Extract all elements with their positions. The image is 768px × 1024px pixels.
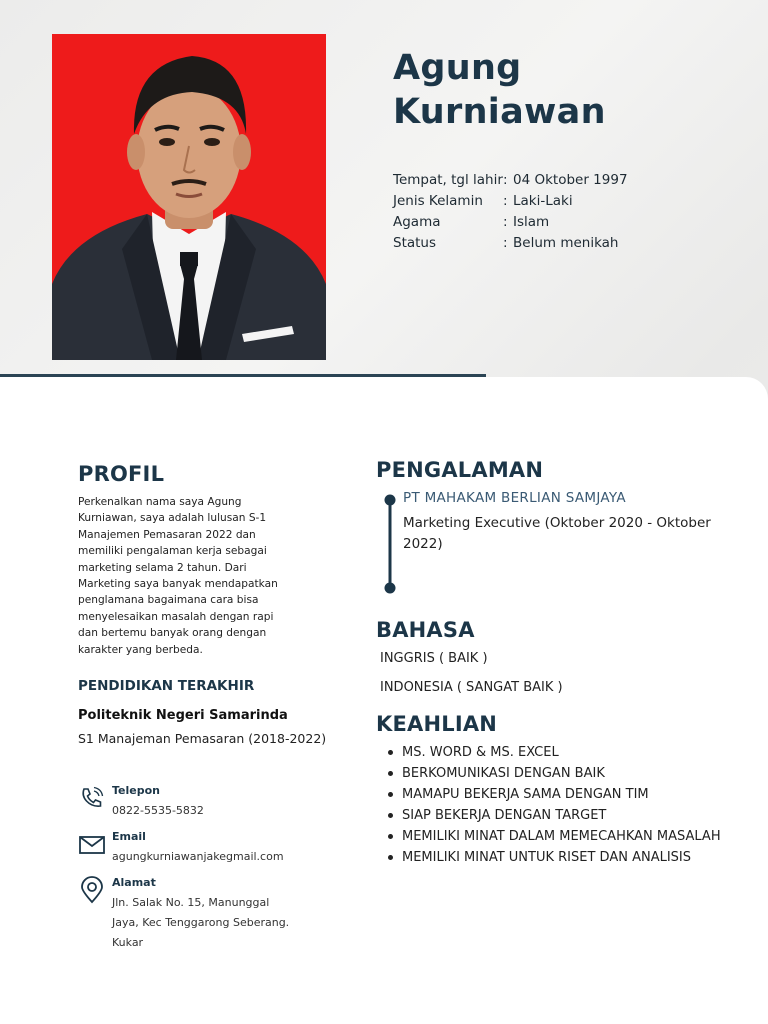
right-column bbox=[376, 458, 736, 868]
bio-row bbox=[393, 232, 628, 253]
bio-separator: : bbox=[503, 192, 508, 209]
languages-title: BAHASA bbox=[376, 618, 475, 642]
envelope-icon bbox=[78, 830, 106, 858]
skill-item: MEMILIKI MINAT DALAM MEMECAHKAN MASALAH bbox=[376, 826, 736, 847]
profile-photo bbox=[52, 34, 326, 360]
full-name bbox=[393, 46, 733, 134]
education-major: S1 Manajeman Pemasaran (2018-2022) bbox=[78, 731, 327, 747]
bio-row bbox=[393, 169, 628, 190]
skill-item: BERKOMUNIKASI DENGAN BAIK bbox=[376, 763, 736, 784]
bio-value: Laki-Laki bbox=[513, 192, 573, 209]
cv-header bbox=[0, 0, 768, 380]
contact-email-label: Email bbox=[112, 830, 146, 843]
contact-email-value: agungkurniawanjakegmail.com bbox=[112, 850, 284, 863]
language-item: INDONESIA ( SANGAT BAIK ) bbox=[380, 680, 563, 695]
bio-value: Belum menikah bbox=[513, 234, 619, 251]
bio-label: Jenis Kelamin bbox=[393, 192, 483, 209]
contact-phone-label: Telepon bbox=[112, 784, 160, 797]
experience-company: PT MAHAKAM BERLIAN SAMJAYA bbox=[403, 490, 626, 506]
profil-text: Perkenalkan nama saya Agung Kurniawan, saya adalah lulusan S-1 Manajemen Pemasaran 2022 dan memiliki pengalaman kerja sebagai marketing selama 2 tahun. Dari Marketing saya banyak mendapatkan penglamana bagaimana cara bisa menyelesaikan masalah dengan rapi dan bertemu banyak orang dengan karakter yang berbeda. bbox=[78, 496, 278, 656]
bio-row bbox=[393, 211, 628, 232]
profil-title: PROFIL bbox=[78, 462, 165, 486]
address-line: Jln. Salak No. 15, Manunggal bbox=[112, 896, 270, 909]
bio-label: Status bbox=[393, 234, 437, 251]
personal-info bbox=[393, 169, 628, 253]
skill-item: SIAP BEKERJA DENGAN TARGET bbox=[376, 805, 736, 826]
experience-role: Marketing Executive (Oktober 2020 - Oktober 2022) bbox=[403, 515, 711, 552]
contact-address bbox=[78, 876, 358, 953]
timeline-line bbox=[384, 494, 396, 594]
name-last: Kurniawan bbox=[393, 92, 606, 132]
bio-row bbox=[393, 190, 628, 211]
skills-list bbox=[376, 742, 736, 868]
skills-title: KEAHLIAN bbox=[376, 712, 498, 736]
bio-separator: : bbox=[503, 171, 508, 188]
education-school: Politeknik Negeri Samarinda bbox=[78, 708, 288, 724]
bio-label: Agama bbox=[393, 213, 441, 230]
skill-item: MAMAPU BEKERJA SAMA DENGAN TIM bbox=[376, 784, 736, 805]
location-pin-icon bbox=[78, 876, 106, 904]
contact-address-label: Alamat bbox=[112, 876, 156, 889]
bio-value: Islam bbox=[513, 213, 550, 230]
contact-email bbox=[78, 830, 358, 867]
skill-item: MS. WORD & MS. EXCEL bbox=[376, 742, 736, 763]
skill-item: MEMILIKI MINAT UNTUK RISET DAN ANALISIS bbox=[376, 847, 736, 868]
contact-address-value bbox=[112, 893, 289, 953]
address-line: Jaya, Kec Tenggarong Seberang. bbox=[112, 916, 290, 929]
bio-separator: : bbox=[503, 234, 508, 251]
language-item: INGGRIS ( BAIK ) bbox=[380, 651, 488, 666]
contact-phone bbox=[78, 784, 358, 821]
experience-item bbox=[376, 490, 736, 618]
education-title: PENDIDIKAN TERAKHIR bbox=[78, 678, 255, 695]
address-line: Kukar bbox=[112, 936, 144, 949]
languages-list bbox=[376, 644, 736, 702]
bio-value: 04 Oktober 1997 bbox=[513, 171, 628, 188]
experience-title: PENGALAMAN bbox=[376, 458, 544, 482]
bio-separator: : bbox=[503, 213, 508, 230]
left-column bbox=[78, 462, 358, 746]
contact-phone-value: 0822-5535-5832 bbox=[112, 804, 204, 817]
phone-icon bbox=[78, 784, 106, 812]
bio-label: Tempat, tgl lahir bbox=[393, 171, 503, 188]
name-first: Agung bbox=[393, 48, 522, 88]
